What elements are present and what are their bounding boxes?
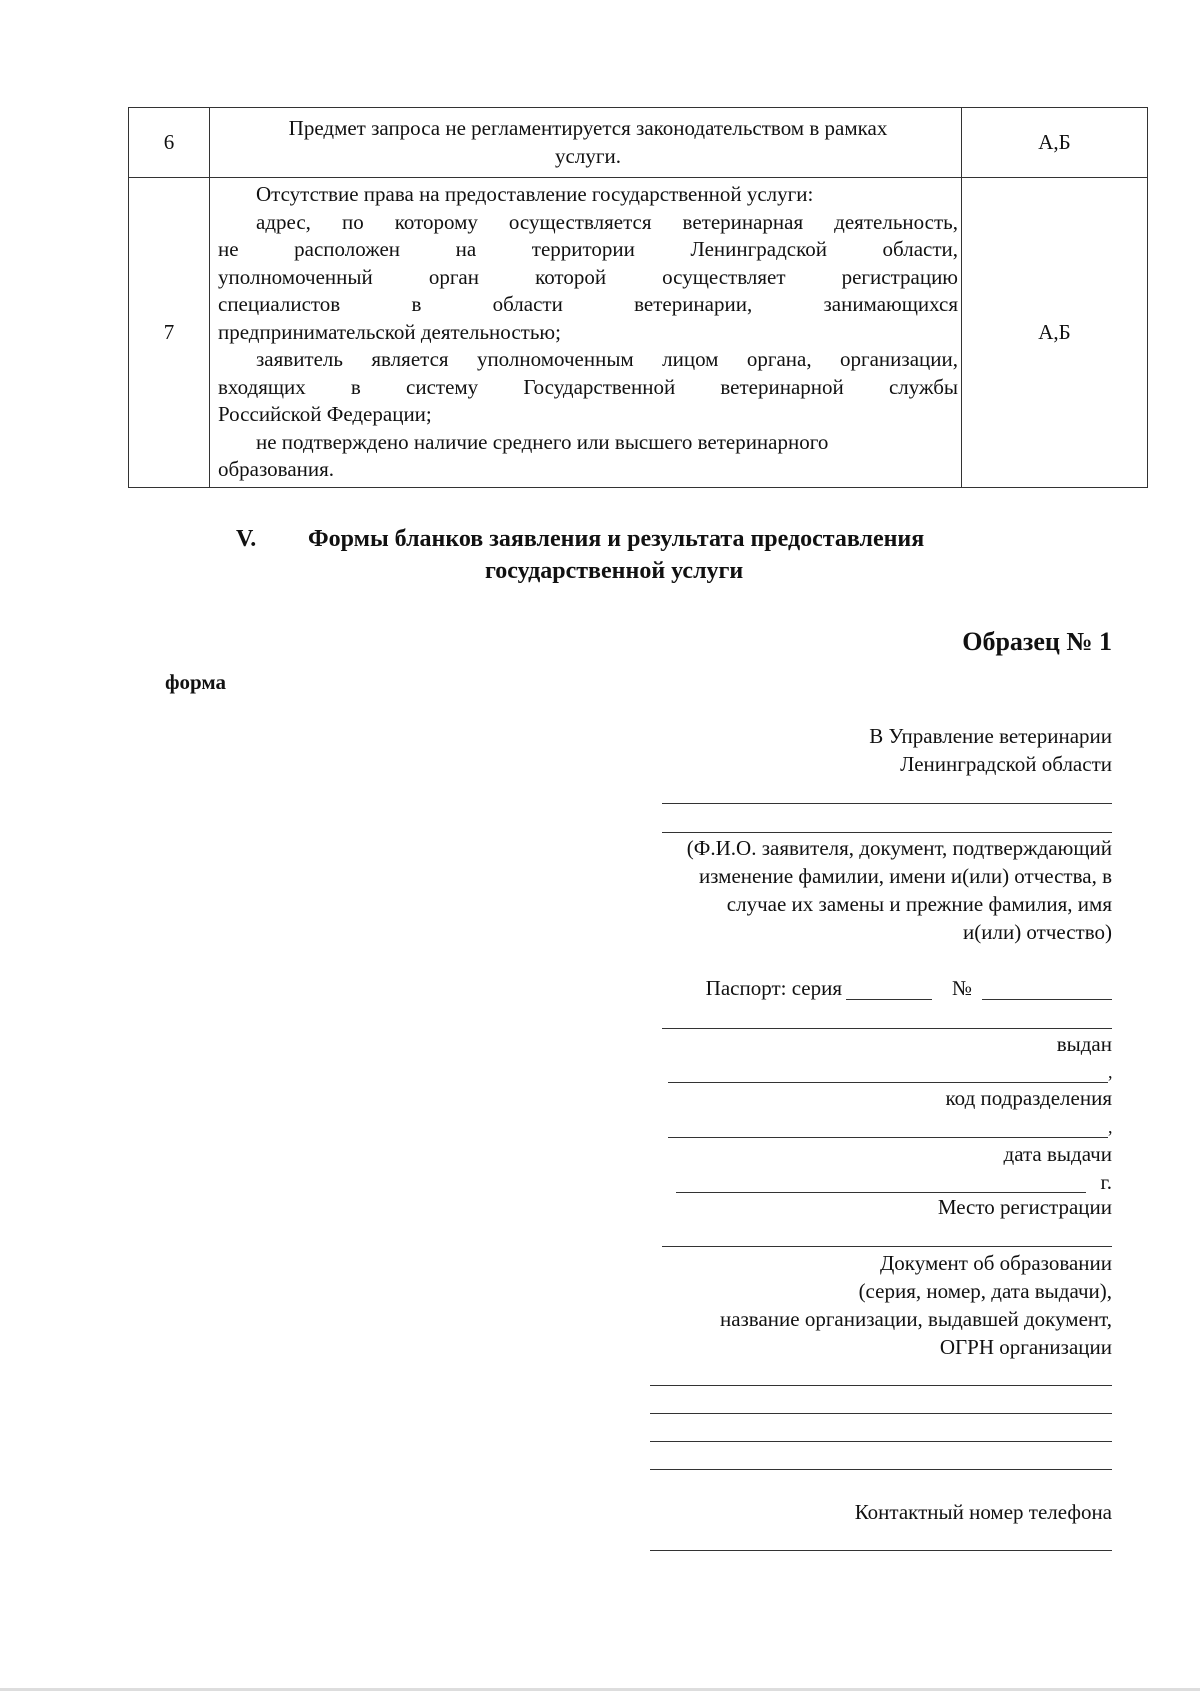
addressee-line1: В Управление ветеринарии	[869, 724, 1112, 748]
blank-line	[662, 803, 1112, 804]
section-title-line2: государственной услуги	[485, 558, 744, 584]
row-description: Предмет запроса не регламентируется законодательством в рамках услуги.	[210, 108, 962, 178]
passport-number-field[interactable]	[982, 999, 1112, 1000]
education-field[interactable]	[650, 1469, 1112, 1470]
page-bottom-edge	[0, 1688, 1200, 1691]
education-line4: ОГРН организации	[939, 1335, 1112, 1359]
paragraph-education: не подтверждено наличие среднего или высшего ветеринарного образования.	[218, 429, 829, 482]
section-title-line1: Формы бланков заявления и результата предоставления	[308, 526, 925, 552]
paragraph-authorized: заявитель является уполномоченным лицом органа, организации, входящих в систему Государственной ветеринарной службы Российской Федерации;	[218, 347, 958, 427]
education-line2: (серия, номер, дата выдачи),	[858, 1279, 1112, 1303]
education-field[interactable]	[650, 1441, 1112, 1442]
blank-line	[662, 832, 1112, 833]
row-description	[210, 178, 962, 488]
comma: ,	[1108, 1117, 1113, 1137]
table-row	[129, 178, 1148, 488]
division-code-field[interactable]	[668, 1137, 1108, 1138]
division-code-label: код подразделения	[945, 1086, 1112, 1110]
comma: ,	[1108, 1062, 1113, 1082]
passport-number-sign: №	[951, 976, 972, 1000]
education-field[interactable]	[650, 1385, 1112, 1386]
addressee-line2: Ленинградской области	[900, 752, 1112, 776]
paragraph-title: Отсутствие права на предоставление государственной услуги:	[256, 182, 814, 207]
issue-date-label: дата выдачи	[1003, 1142, 1112, 1166]
paragraph-address: адрес, по которому осуществляется ветеринарная деятельность, не расположен на территории Ленинградской области, уполномоченный орган которой осуществляет регистрацию специалистов в области ветеринарии, занимающихся предпринимательской деятельностью;	[218, 209, 958, 344]
education-line3: название организации, выдавшей документ,	[719, 1307, 1112, 1331]
passport-series-field[interactable]	[846, 999, 932, 1000]
row-category: А,Б	[962, 108, 1148, 178]
registration-label: Место регистрации	[937, 1195, 1112, 1219]
applicant-hint-line2: изменение фамилии, имени и(или) отчества, в	[698, 864, 1112, 888]
applicant-hint-line3: случае их замены и прежние фамилия, имя	[726, 892, 1112, 916]
registration-field[interactable]	[662, 1246, 1112, 1247]
passport-series-label: Паспорт: серия	[705, 976, 842, 1000]
applicant-hint-line1: (Ф.И.О. заявителя, документ, подтверждающий	[686, 836, 1112, 860]
issued-by-field[interactable]	[668, 1082, 1108, 1083]
row-number: 6	[129, 108, 210, 178]
blank-line	[662, 1028, 1112, 1029]
applicant-hint-line4: и(или) отчество)	[963, 920, 1112, 944]
sample-label: Образец № 1	[962, 627, 1112, 656]
phone-label: Контактный номер телефона	[854, 1500, 1112, 1524]
phone-field[interactable]	[650, 1550, 1112, 1551]
education-field[interactable]	[650, 1413, 1112, 1414]
row-number: 7	[129, 178, 210, 488]
row-category: А,Б	[962, 178, 1148, 488]
year-suffix: г.	[1100, 1170, 1112, 1194]
form-label: форма	[165, 670, 227, 694]
issued-label: выдан	[1056, 1032, 1112, 1056]
section-number: V.	[236, 526, 257, 552]
table-row	[129, 108, 1148, 178]
education-line1: Документ об образовании	[879, 1251, 1112, 1275]
refusal-grounds-table	[128, 107, 1148, 488]
